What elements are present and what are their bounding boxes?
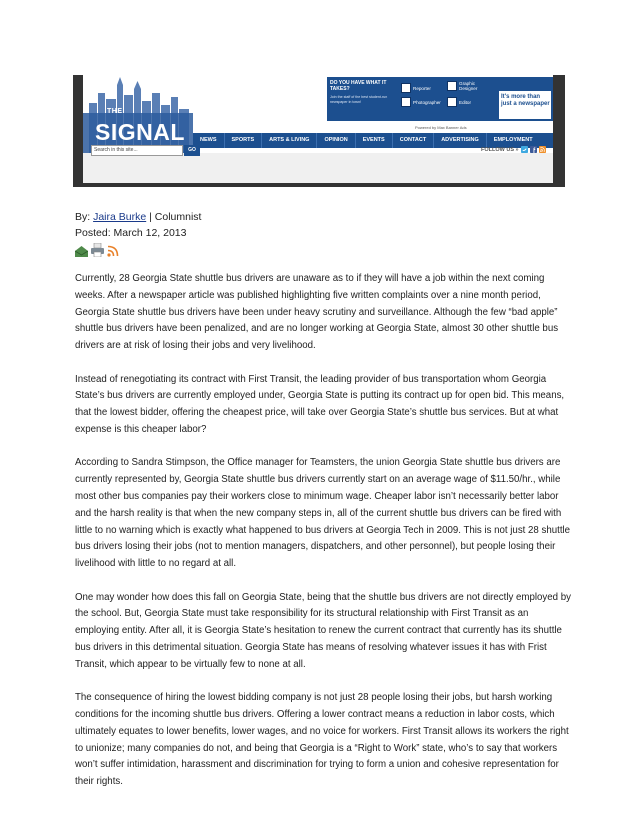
ad-option-label: Editor — [459, 99, 472, 105]
posted-date: Posted: March 12, 2013 — [75, 227, 187, 239]
ad-promo[interactable] — [499, 91, 551, 119]
article-paragraph: According to Sandra Stimpson, the Office manager for Teamsters, the union Georgia State shuttle bus drivers are currently represented by, Georgia State shuttle bus drivers currently start on an average wage of $11.50/hr., while most other bus companies pay their workers close to minimum wage. Cheaper labor isn’t necessarily better labor and the harsh reality is that when the new company steps in, all of the current shuttle bus drivers can be fired with little to no warning which is exactly what happened to bus drivers at Georgia Tech in 2009. This is not just 28 shuttle bus drivers losing their jobs (not to mention managers, dispatchers, and other personnel), but people losing their livelihood with little to no regard at all. — [75, 457, 571, 570]
nav-arts-living[interactable]: ARTS & LIVING — [262, 133, 317, 148]
ad-powered-by: Powered by Max Banner Ads — [415, 125, 467, 130]
author-link[interactable]: Jaira Burke — [93, 211, 147, 223]
logo-signal[interactable]: SIGNAL — [95, 119, 185, 145]
article-body — [75, 271, 575, 807]
ad-option-label: Reporter — [413, 85, 431, 91]
ad-subtext: Join the staff of the best student-run newspaper in town! — [330, 95, 388, 104]
banner-inner — [83, 75, 553, 183]
logo-the: THE — [107, 108, 123, 115]
ad-option-photographer[interactable] — [401, 97, 441, 107]
article-paragraph: One may wonder how does this fall on Georgia State, being that the shuttle bus drivers are not directly employed by the school. But, Georgia State must take responsibility for its structural relationship with First Transit as an employing entity. After all, it is Georgia State’s hesitation to renew the current contract that currently has its shuttle bus drivers in this detrimental situation. Georgia State has means of resolving whatever issues it has with Frist Transit, which appear to be virtually few to none at all. — [75, 591, 571, 670]
email-icon[interactable] — [75, 246, 88, 257]
nav-sports[interactable]: SPORTS — [225, 133, 263, 148]
search-bar-strip — [83, 153, 553, 183]
rss-icon[interactable] — [539, 146, 546, 153]
nav-opinion[interactable]: OPINION — [317, 133, 355, 148]
facebook-icon[interactable] — [530, 146, 537, 153]
nav-employment[interactable]: EMPLOYMENT — [493, 137, 533, 143]
follow-us-label: FOLLOW US » — [481, 146, 519, 153]
checkbox-icon[interactable] — [401, 97, 411, 107]
checkbox-icon[interactable] — [447, 81, 457, 91]
search-input[interactable]: Search in this site... — [91, 145, 183, 156]
article-paragraph: Instead of renegotiating its contract with First Transit, the leading provider of bus transportation whom Georgia State’s bus drivers are currently employed under, Georgia State is putting its contract up for open bid. This means, that the lowest bidder, offering the cheapest price, will take over Georgia State’s shuttle bus services. But at what expense is this cheaper labor? — [75, 373, 565, 435]
article-tools — [75, 243, 119, 257]
byline-role: | Columnist — [146, 211, 202, 223]
rss-feed-icon[interactable] — [107, 245, 119, 257]
article-paragraph: The consequence of hiring the lowest bidding company is not just 28 people losing their jobs, but harsh working conditions for the incoming shuttle bus drivers. Offering a lower contract means a reduction in labor costs, which ultimately equates to lower benefits, lower wages, and no voice for workers. First Transit allows its workers the right to unionize; many companies do not, and being that Georgia is a “Right to Work” state, who’s to say that workers won’t suffer intimidation, harassment and discrimination for trying to form a union and cohesive representation for their rights. — [75, 692, 569, 788]
article-byline — [75, 211, 201, 223]
site-header-banner — [73, 75, 565, 187]
nav-news[interactable]: NEWS — [193, 133, 225, 148]
ad-headline: DO YOU HAVE WHAT IT TAKES? — [330, 80, 387, 92]
ad-option-label: Graphic Designer — [459, 81, 478, 91]
ad-option-label: Photographer — [413, 99, 441, 105]
article-paragraph: Currently, 28 Georgia State shuttle bus drivers are unaware as to if they will have a job within the next coming weeks. After a newspaper article was published highlighting five written complaints over a nine month period, Georgia State shuttle bus drivers have been under heavy scrutiny and surveillance. Although the few “bad apple” shuttle bus drivers have been penalized, and are no longer working at Georgia State, almost 30 other shuttle bus drivers are at risk of losing their jobs and very livelihood. — [75, 273, 559, 352]
nav-events[interactable]: EVENTS — [356, 133, 393, 148]
ad-option-reporter[interactable] — [401, 83, 431, 93]
nav-advertising[interactable]: ADVERTISING — [434, 133, 487, 148]
checkbox-icon[interactable] — [447, 97, 457, 107]
ad-promo-text: It's more than just a newspaper — [501, 94, 550, 107]
follow-us — [481, 146, 546, 153]
twitter-icon[interactable] — [521, 146, 528, 153]
byline-prefix: By: — [75, 211, 94, 223]
nav-contact[interactable]: CONTACT — [393, 133, 434, 148]
ad-option-editor[interactable] — [447, 97, 471, 107]
print-icon[interactable] — [91, 243, 104, 257]
ad-option-graphic-designer[interactable] — [447, 81, 483, 91]
search-go-button[interactable]: GO — [184, 145, 200, 156]
checkbox-icon[interactable] — [401, 83, 411, 93]
recruitment-ad[interactable] — [327, 77, 553, 121]
